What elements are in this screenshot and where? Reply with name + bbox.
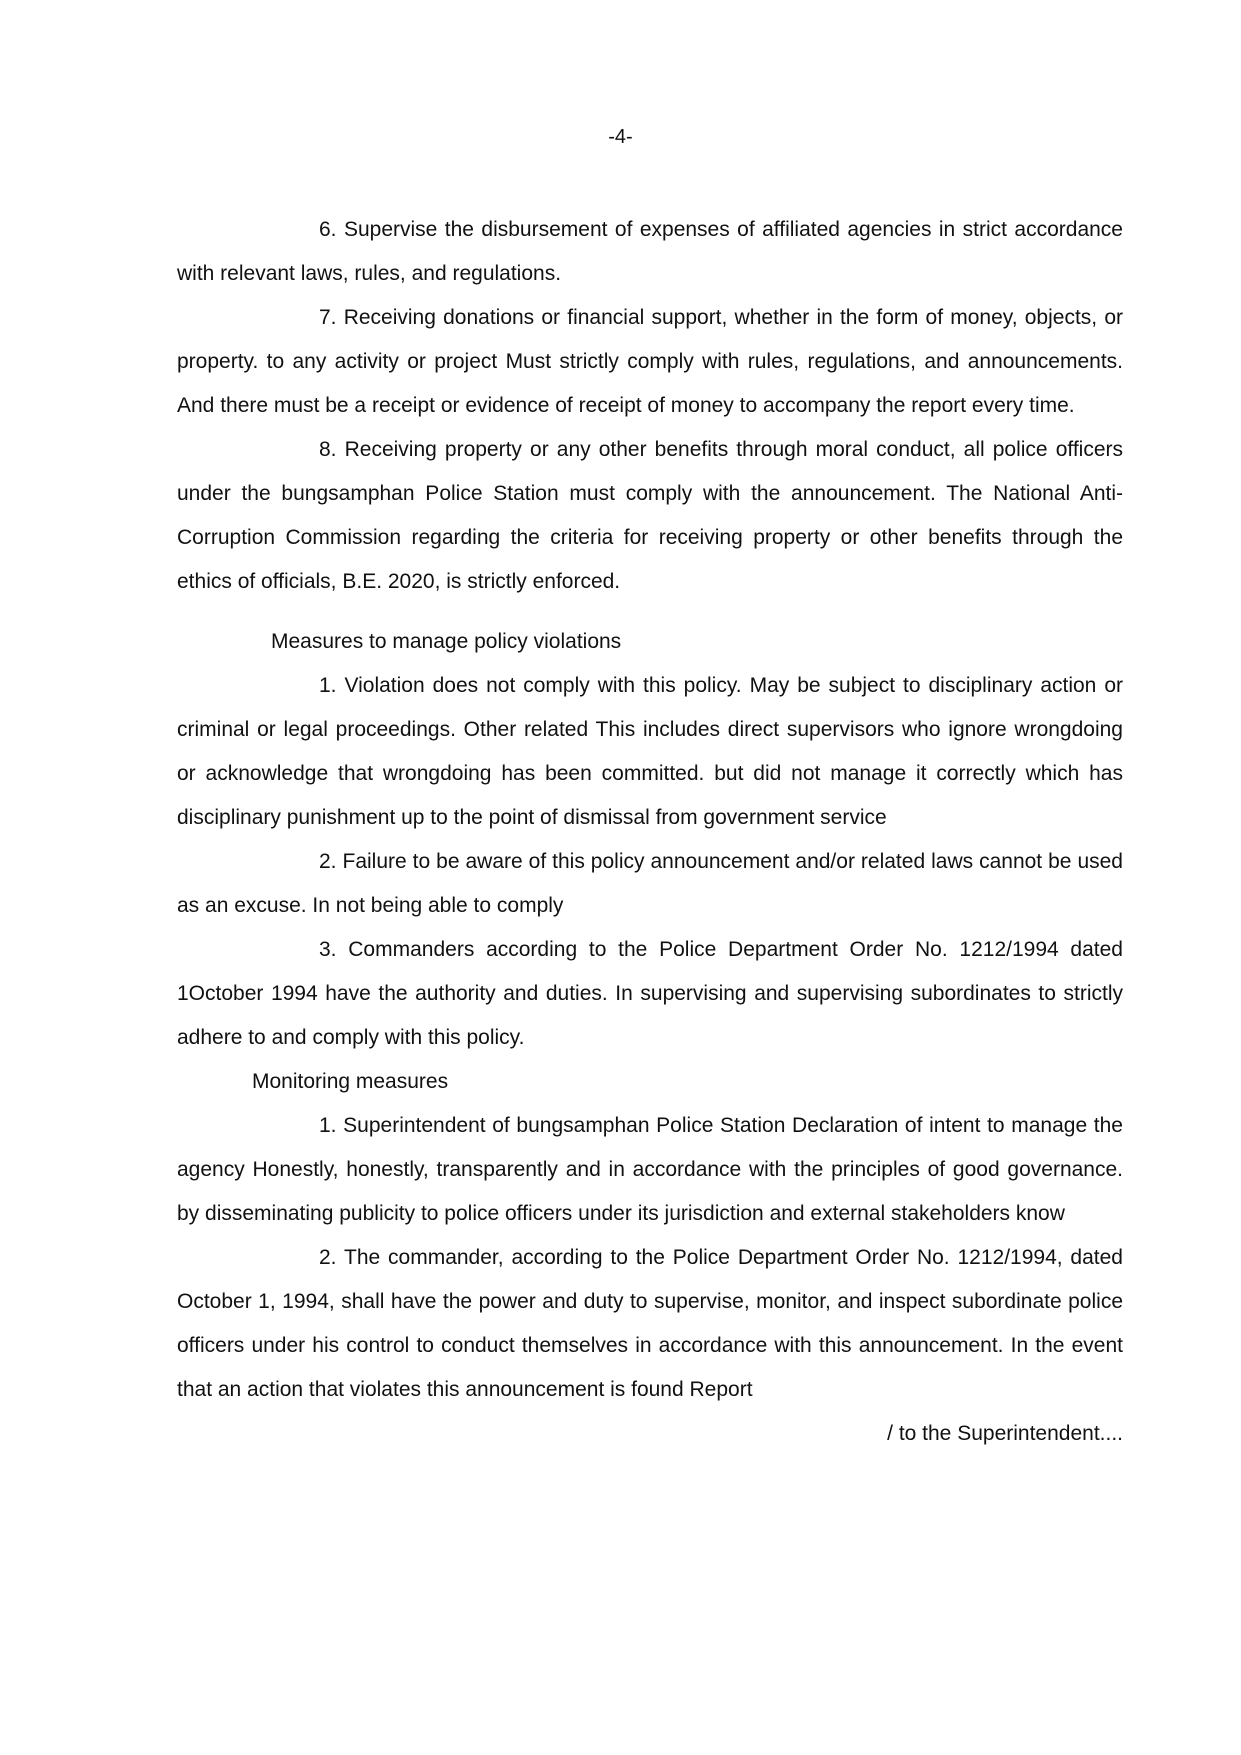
page-number: -4-: [608, 126, 633, 148]
violation-item-2: 2. Failure to be aware of this policy announcement and/or related laws cannot be used as an excuse. In not being able to comply: [177, 850, 1123, 917]
violation-item-3: 3. Commanders according to the Police Department Order No. 1212/1994 dated 1October 1994 have the authority and duties. In supervising and supervising subordinates to strictly adhere to and comply with this policy.: [177, 938, 1123, 1049]
section-heading-violations: Measures to manage policy violations: [271, 630, 622, 653]
policy-item-6: 6. Supervise the disbursement of expenses of affiliated agencies in strict accordance with relevant laws, rules, and regulations.: [177, 218, 1123, 285]
violation-item-1: 1. Violation does not comply with this policy. May be subject to disciplinary action or criminal or legal proceedings. Other related This includes direct supervisors who ignore wrongdoing or acknowledge that wrongdoing has been committed. but did not manage it correctly which has disciplinary punishment up to the point of dismissal from government service: [177, 674, 1123, 829]
section-heading-monitoring: Monitoring measures: [252, 1070, 449, 1093]
policy-item-7: 7. Receiving donations or financial support, whether in the form of money, objects, or property. to any activity or project Must strictly comply with rules, regulations, and announcements. And there must be a receipt or evidence of receipt of money to accompany the report every time.: [177, 306, 1123, 417]
monitoring-item-2: 2. The commander, according to the Police Department Order No. 1212/1994, dated October 1, 1994, shall have the power and duty to supervise, monitor, and inspect subordinate police officers under his control to conduct themselves in accordance with this announcement. In the event that an action that violates this announcement is found Report: [177, 1246, 1123, 1401]
document-body: [177, 208, 1123, 1456]
policy-item-8: 8. Receiving property or any other benefits through moral conduct, all police officers under the bungsamphan Police Station must comply with the announcement. The National Anti-Corruption Commission regarding the criteria for receiving property or other benefits through the ethics of officials, B.E. 2020, is strictly enforced.: [177, 438, 1123, 593]
continuation-note: / to the Superintendent....: [887, 1422, 1123, 1445]
monitoring-item-1: 1. Superintendent of bungsamphan Police Station Declaration of intent to manage the agency Honestly, honestly, transparently and in accordance with the principles of good governance. by disseminating publicity to police officers under its jurisdiction and external stakeholders know: [177, 1114, 1123, 1225]
